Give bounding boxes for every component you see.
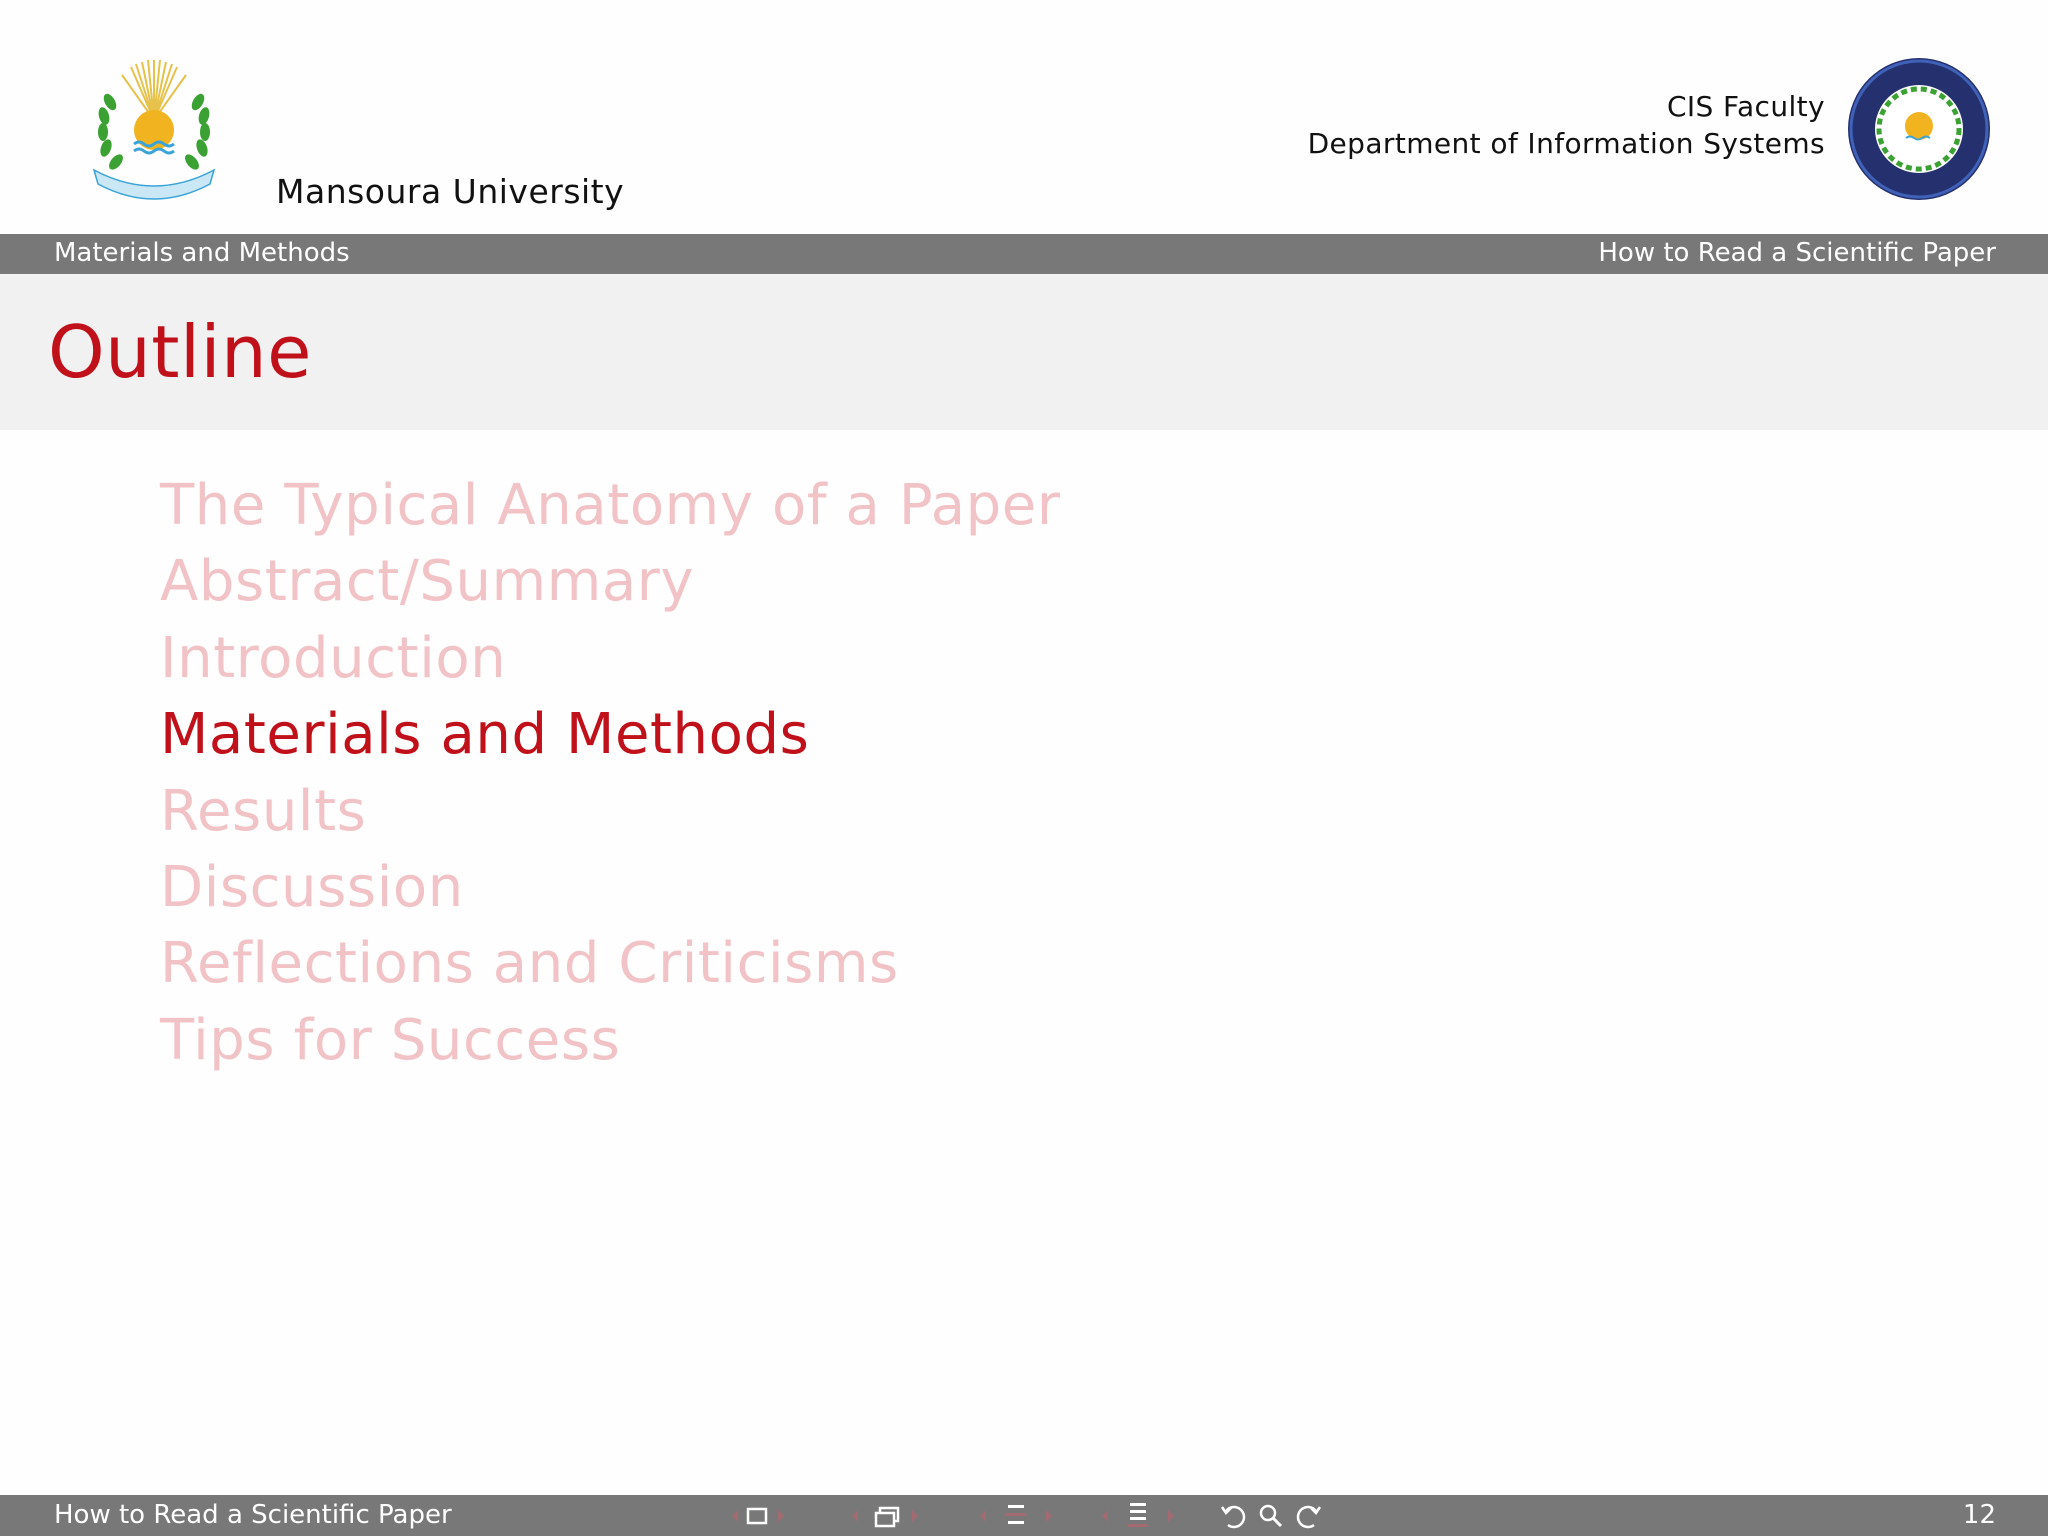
mansoura-university-logo-icon [84,52,224,202]
presentation-title-link[interactable]: How to Read a Scientific Paper [1598,238,1996,268]
faculty-info [1308,88,1825,162]
outline-item[interactable]: Reflections and Criticisms [160,931,899,997]
frame-nav-icon[interactable] [728,1499,788,1533]
outline-item[interactable]: Discussion [160,855,464,921]
current-section-link[interactable]: Materials and Methods [54,238,350,268]
faculty-name: CIS Faculty [1666,90,1825,123]
department-name: Department of Information Systems [1307,127,1825,160]
page-number: 12 [1962,1500,1996,1530]
outline-list [160,468,1060,1079]
footer-title: How to Read a Scientific Paper [54,1500,452,1530]
outline-item-current[interactable]: Materials and Methods [160,702,810,768]
outline-item[interactable]: Results [160,778,367,844]
outline-item[interactable]: Abstract/Summary [160,549,695,615]
frame-title-band [0,274,2048,430]
back-icon[interactable] [1218,1499,1252,1533]
outline-item[interactable]: Tips for Success [160,1007,621,1073]
frame-title: Outline [48,310,312,394]
section-nav-icon[interactable] [978,1499,1054,1533]
university-name: Mansoura University [276,172,625,211]
outline-item[interactable]: Introduction [160,625,507,691]
forward-icon[interactable] [1290,1499,1324,1533]
document-nav-icon[interactable] [1100,1499,1176,1533]
outline-item[interactable]: The Typical Anatomy of a Paper [160,473,1061,538]
section-navigation-bar [0,234,2048,274]
beamer-navigation-symbols [728,1499,1328,1533]
subsection-nav-icon[interactable] [850,1499,920,1533]
footer-bar [0,1495,2048,1536]
search-icon[interactable] [1254,1499,1288,1533]
cis-faculty-logo-icon [1846,56,1992,202]
